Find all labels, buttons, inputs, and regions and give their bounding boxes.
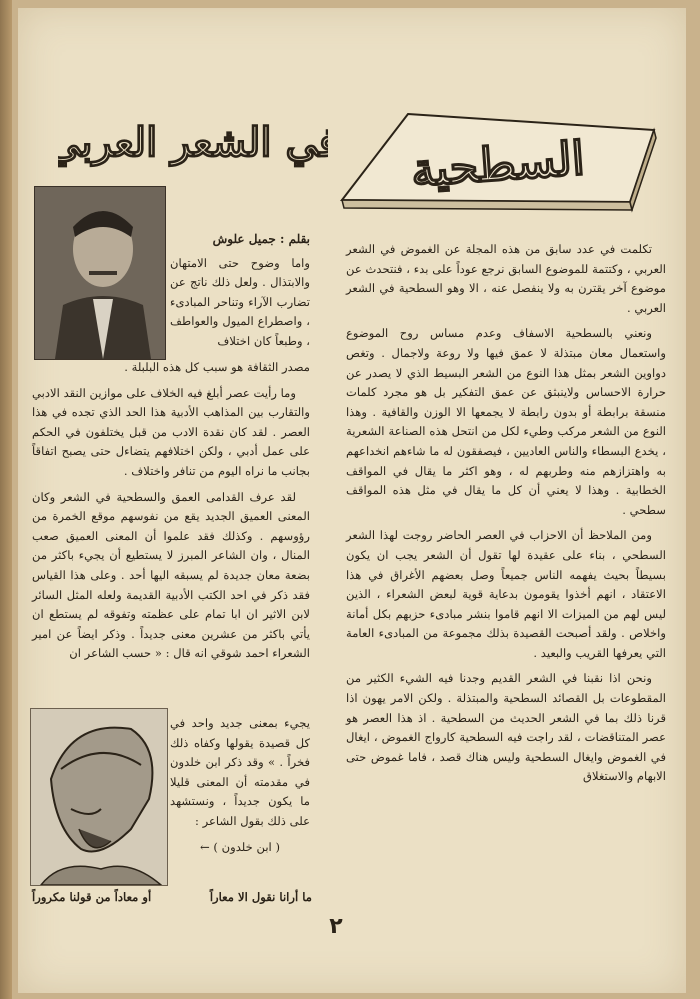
title-box (338, 108, 668, 228)
paragraph: واما وضوح حتى الامتهان والابتذال . ولعل ذلك ناتج عن تضارب الآراء وتناحر المبادىء ، واصطراع الميول والعواطف ، وطبعاً كان اختلاف (170, 255, 310, 348)
article-column-left (32, 358, 310, 670)
binding-edge (0, 0, 12, 999)
title-box-text: السطحية (409, 131, 587, 198)
article-column-left-bottom (170, 714, 310, 857)
page-number: ٢ (329, 914, 343, 939)
article-column-right (346, 240, 666, 793)
verse-hemistich-right: ما أرانا نقول الا معاراً (209, 890, 312, 904)
paragraph: ونعني بالسطحية الاسفاف وعدم مساس روح الموضوع واستعمال معان مبتذلة لا عمق فيها ولا روعة ولاجمال . وتغص دواوين الشعر بمثل هذا النوع من الشعر البسيط الذي لا يصدر عن حرارة الاحساس ولاينبثق عن عمق التفكير بل هو مجرد كلمات منسقة برابطة أو بدون رابطة لا يجمعها الا الوزن والقافية . وهذا النوع من الشعر مركب وطيء لكل من انتحل هذه الصناعة الشعرية ، يخدع البسطاء والناس العاديين ، فيصفقون له ما شاءهم انخداعهم به واهتزازهم منه وطربهم له ، وهو اكثر ما يقال في المواقف الخطابية . وهذا لا يعني أن كل ما يقال في مثل هذه المواقف سطحي . (346, 326, 666, 517)
paragraph: مصدر الثقافة هو سبب كل هذه البلبلة . (124, 360, 310, 374)
title-script-text: في الشعر العربي (58, 119, 328, 166)
article-column-left-top (170, 230, 310, 358)
title-calligraphy (58, 96, 328, 186)
paragraph: ومن الملاحظ أن الاحزاب في العصر الحاضر روجت لهذا الشعر السطحي ، بناء على عقيدة لها تقول أن الشعر يجب ان يكون بسيطاً بحيث يفهمه الناس جميعاً وصل بعضهم الأغراق في هذا الاعتقاد ، انهم أخذوا يقومون بدعاية قوية لبعض الشعراء ، الذين ليس لهم من الميزات الا انهم قاموا بنشر مبادىء حزبهم بكل أمانة واخلاص . ولقد أصبحت القصيدة بذلك مجموعة من المبادىء العامة التي يعرفها القريب والبعيد . (346, 528, 666, 660)
paragraph: وما رأيت عصر أبلغ فيه الخلاف على موازين النقد الادبي والتقارب بين المذاهب الأدبية هذا الحد الذي تجده في هذا العصر . لقد كان نقدة الادب من قبل يختلفون في الحكم على عمل أدبي ، ولكن اختلافهم يتضاءل حتى يصبح اتفاقاً بجانب ما نراه اليوم من تنافر واختلاف . (32, 385, 310, 478)
paragraph: يجيء بمعنى جديد واحد في كل قصيدة يقولها وكفاه ذلك فخراً . » وقد ذكر ابن خلدون في مقدمته أن المعنى قليلا ما يكون جديداً ، ونستشهد على ذلك بقول الشاعر : (170, 716, 310, 828)
verse-hemistich-left: أو معاداً من قولنا مكروراً (32, 890, 152, 904)
citation: ( ابن خلدون ) ← (200, 839, 280, 854)
author-photo (34, 186, 166, 360)
poem-verse (32, 890, 312, 904)
author-byline: بقلم : جميل علوش (212, 232, 310, 246)
poet-illustration (30, 708, 168, 886)
paragraph: لقد عرف القدامى العمق والسطحية في الشعر وكان المعنى العميق الجديد يقع من نفوسهم موقع الخمرة من رؤوسهم . وكذلك فقد علموا أن المعنى العميق صعب المنال ، وان الشاعر المبرز لا يستطيع أن يجيء باكثر من بضعة معان جديدة لم يسبقه اليها أحد . وعلى هذا القياس فقد ذكر في احد الكتب الأدبية القديمة ولعله المثل السائر لابن الاثير ان ابا تمام على عظمته وتفوقه لم يستطع ان يأتي باكثر من عشرين معنى جديداً . وذكر ايضاً عن امير الشعراء احمد شوقي انه قال : « حسب الشاعر ان (32, 489, 310, 661)
paragraph: تكلمت في عدد سابق من هذه المجلة عن الغموض في الشعر العربي ، وكتتمة للموضوع السابق نرجع عوداً على بدء ، فنتحدث عن موضوع آخر يقترن به ولا ينفصل عنه ، الا وهو السطحية في الشعر العربي . (346, 242, 666, 315)
magazine-page (18, 8, 686, 993)
paragraph: ونحن اذا نقبنا في الشعر القديم وجدنا فيه الشيء الكثير من المقطوعات بل القصائد السطحية والمبتذلة . ولكن الامر يهون اذا قرنا ذلك بما في الشعر الحديث من السطحية . اذ هذا العصر هو عصر المتناقضات ، لقد راجت فيه السطحية كارواج الغموض ، ايغال في الغموض وايغال السطحية وليس هناك قصد ، فاما غموض حتى الابهام والاستغلاق (346, 671, 666, 784)
